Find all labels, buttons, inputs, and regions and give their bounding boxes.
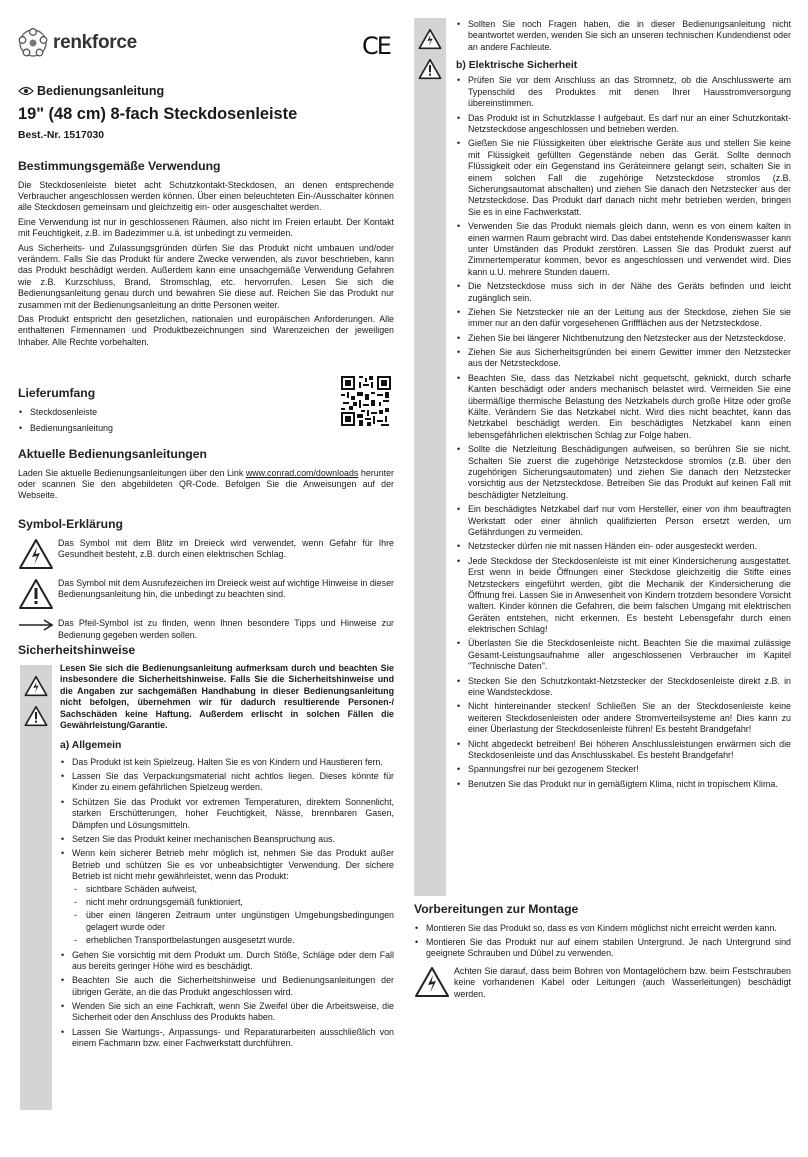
intended-use-paragraph: Eine Verwendung ist nur in geschlossenen Räumen, also nicht im Freien erlaubt. Der Kontakt mit Feuchtigkeit, z.B. im Badezimmer u.ä. ist unbedingt zu vermeiden. [18,216,394,239]
lightning-warning-icon [24,675,48,697]
list-item: • Netzstecker dürfen nie mit nassen Händen ein- oder ausgesteckt werden. [456,541,791,552]
list-item: • Montieren Sie das Produkt so, dass es von Kindern möglichst nicht erreicht werden kann. [414,923,791,934]
electrical-body [456,19,791,793]
list-item: - sichtbare Schäden aufweist, [72,884,394,895]
safety-section [18,643,394,664]
list-item: • Spannungsfrei nur bei gezogenem Stecker! [456,764,791,775]
manual-label: Bedienungsanleitung [37,84,165,98]
renkforce-logo-icon [18,28,48,58]
list-item: • Setzen Sie das Produkt keiner mechanischen Beanspruchung aus. [60,834,394,845]
assembly-heading: Vorbereitungen zur Montage [414,902,579,916]
safety-intro: Lesen Sie sich die Bedienungsanleitung aufmerksam durch und beachten Sie insbesondere die Sicherheitshinweise. Falls Sie die Sicherheitshinweise und die Angaben zur sachgemäßen Handhabung in dieser Bedienungsanleitung nicht befolgen, übernehmen wir für dadurch resultierende Personen-/ Sachschäden keine Haftung. Außerdem erlischt in solchen Fällen die Gewährleistung/Garantie. [60,663,394,730]
list-item: • Wenn kein sicherer Betrieb mehr möglich ist, nehmen Sie das Produkt außer Betrieb und schützen Sie es vor unbeabsichtigter Verwendung. Der sichere Betrieb ist nicht mehr gewährleistet, wenn das Produkt: - sichtbare Schäden aufweist, - nicht mehr ordnungsgemäß funktioniert, - über einen längeren Zeitraum unter ungünstigen Umgebungsbedingungen gelagert wurde oder - erheblichen Transportbelastungen ausgesetzt wurde. [60,848,394,946]
condition-list [72,884,394,947]
list-item: • Überlasten Sie die Steckdosenleiste nicht. Beachten Sie die maximal zulässige Gesamt-Leistungsaufnahme aller angeschlossenen Verbraucher im Kapitel "Technische Daten". [456,638,791,672]
warning-sidebar [20,665,52,1110]
current-manuals-section: Aktuelle Bedienungsanleitungen Laden Sie aktuelle Bedienungsanleitungen über den Link www.conrad.com/downloads herunter oder scannen Sie den abgebildeten QR-Code. Befolgen Sie die Anweisungen auf der Webseite. [18,447,394,501]
assembly-warning-text: Achten Sie darauf, dass beim Bohren von Montagelöchern bzw. beim Festschrauben keine vorhandenen Kabel oder Leitungen (auch Wasserleitungen) beschädigt werden. [454,965,791,999]
symbol-row-exclamation [18,578,394,613]
list-item: • Sollten Sie noch Fragen haben, die in dieser Bedienungsanleitung nicht beantwortet werden, wenden Sie sich an unseren technischen Kundendienst oder an andere Fachleute. [456,19,791,53]
intended-use-heading: Bestimmungsgemäße Verwendung [18,159,221,173]
brand-name: renkforce [53,31,137,53]
lightning-warning-icon [18,538,54,570]
list-item: • Lassen Sie Wartungs-, Anpassungs- und Reparaturarbeiten ausschließlich von einem Fachmann bzw. einer Fachwerkstatt durchführen. [60,1027,394,1050]
list-item: • Beachten Sie auch die Sicherheitshinweise und Bedienungsanleitungen der übrigen Geräte, an die das Produkt angeschlossen wird. [60,975,394,998]
assembly-list [414,923,791,960]
list-item: • Nicht abgedeckt betreiben! Bei höheren Anschlussleistungen erwärmen sich die Steckdosenleiste und das Anschlusskabel. Es besteht Brandgefahr! [456,739,791,762]
list-item: • Schützen Sie das Produkt vor extremen Temperaturen, direktem Sonnenlicht, starken Erschütterungen, hoher Feuchtigkeit, Nässe, brennbaren Gasen, Dämpfen und Lösungsmitteln. [60,797,394,831]
list-item: • Nicht hintereinander stecken! Schließen Sie an der Steckdosenleiste keine weiteren Steckdosenleisten oder andere Stromverteilsysteme an! Dies kann zu einer Überlastung der Steckdosenleiste führen! Es besteht Brandgefahr! [456,701,791,735]
list-item: • Montieren Sie das Produkt nur auf einem stabilen Untergrund. Je nach Untergrund sind geeignete Schrauben und Dübel zu verwenden. [414,937,791,960]
exclamation-warning-icon [18,578,54,610]
scope-heading: Lieferumfang [18,386,96,400]
safety-body [60,663,394,1053]
list-item: • Ein beschädigtes Netzkabel darf nur vom Hersteller, einer von ihm beauftragten Werkstatt oder einer ähnlich qualifizierten Person ersetzt werden, um Gefährdungen zu vermeiden. [456,504,791,538]
list-item: • Jede Steckdose der Steckdosenleiste ist mit einer Kindersicherung ausgestattet. Erst wenn in beide Öffnungen einer Steckdose gleichzeitig die Stifte eines Netzsteckers eingeführt werden, gibt die Mechanik der Kindersicherung die Öffnung frei. Lassen Sie in Anwesenheit von Kindern trotzdem besondere Vorsicht walten. Kinder können die Gefahren, die beim falschen Umgang mit elektrischen Geräten entstehen, nicht erkennen. Es besteht Lebensgefahr durch einen elektrischen Schlag! [456,556,791,636]
page-title: 19" (48 cm) 8-fach Steckdosenleiste [18,105,298,123]
order-number: Best.-Nr. 1517030 [18,130,105,141]
list-item: • Ziehen Sie aus Sicherheitsgründen bei einem Gewitter immer den Netzstecker aus der Netzsteckdose. [456,347,791,370]
list-item: • Sollte die Netzleitung Beschädigungen aufweisen, so berühren Sie sie nicht. Schalten Sie zuerst die zugehörige Netzsteckdose stromlos (z.B. über den zugehörigen Sicherungsautomaten) und ziehen Sie danach den Netzstecker vorsichtig aus der Netzsteckdose. Betreiben Sie das Produkt auf keinen Fall mit beschädigter Netzleitung. [456,444,791,501]
list-item: - über einen längeren Zeitraum unter ungünstigen Umgebungsbedingungen gelagert wurde oder [72,910,394,933]
exclamation-warning-icon [24,705,48,727]
downloads-link[interactable]: www.conrad.com/downloads [245,467,359,478]
symbol-arrow-text: Das Pfeil-Symbol ist zu finden, wenn Ihnen besondere Tipps und Hinweise zur Bedienung gegeben werden sollen. [58,618,394,640]
list-item: • Ziehen Sie bei längerer Nichtbenutzung den Netzstecker aus der Netzsteckdose. [456,333,791,344]
ce-mark: CE [362,32,390,60]
intended-use-section [18,159,394,351]
warning-sidebar [414,18,446,896]
scope-list [18,407,394,435]
brand-logo [18,28,137,58]
symbols-section [18,517,394,646]
list-item: • Prüfen Sie vor dem Anschluss an das Stromnetz, ob die Anschlusswerte am Typenschild des Produktes mit denen Ihrer Hausstromversorgung übereinstimmen. [456,75,791,109]
list-item: • Die Netzsteckdose muss sich in der Nähe des Geräts befinden und leicht zugänglich sein. [456,281,791,304]
list-item: • Das Produkt ist kein Spielzeug. Halten Sie es von Kindern und Haustieren fern. [60,757,394,768]
symbol-lightning-text: Das Symbol mit dem Blitz im Dreieck wird verwendet, wenn Gefahr für Ihre Gesundheit besteht, z.B. durch einen elektrischen Schlag. [58,537,394,559]
list-item: • Verwenden Sie das Produkt niemals gleich dann, wenn es von einem kalten in einen warmen Raum gebracht wird. Das dabei entstehende Kondenswasser kann unter Umständen das Produkt zerstören. Lassen Sie das Produkt zuerst auf Zimmertemperatur kommen, bevor es angeschlossen und verwendet wird. Dies kann u.U. mehrere Stunden dauern. [456,221,791,278]
intended-use-paragraph: Das Produkt entspricht den gesetzlichen, nationalen und europäischen Anforderungen. Alle enthaltenen Firmennamen und Produktbezeichnungen sind Warenzeichen der jeweiligen Inhaber. Alle Rechte vorbehalten. [18,313,394,347]
safety-heading: Sicherheitshinweise [18,643,136,657]
list-item: - nicht mehr ordnungsgemäß funktioniert, [72,897,394,908]
symbol-exclamation-text: Das Symbol mit dem Ausrufezeichen im Dreieck weist auf wichtige Hinweise in dieser Bedienungsanleitung hin, die unbedingt zu beachten sind. [58,578,394,600]
list-item: • Gießen Sie nie Flüssigkeiten über elektrische Geräte aus und stellen Sie keine mit Flüssigkeit gefüllten Gegenstände neben das Gerät. Sollte dennoch Flüssigkeit oder ein Gegenstand ins Geräteinnere gelangt sein, schalten Sie in einem solchen Fall die zugehörige Netzsteckdose stromlos (z.B. Sicherungsautomat abschalten) und ziehen Sie danach den Netzstecker aus der Netzsteckdose. Das Produkt darf danach nicht mehr betrieben werden, bringen Sie es in eine Fachwerkstatt. [456,138,791,218]
symbols-heading: Symbol-Erklärung [18,517,123,531]
eye-icon [18,86,34,96]
list-item: • Lassen Sie das Verpackungsmaterial nicht achtlos liegen. Dieses könnte für Kinder zu einem gefährlichen Spielzeug werden. [60,771,394,794]
general-heading: a) Allgemein [60,740,122,752]
symbol-row-arrow [18,618,394,641]
symbol-row-lightning [18,538,394,573]
list-item: • Steckdosenleiste [18,407,394,418]
qr-code[interactable] [341,376,391,426]
intended-use-paragraph: Aus Sicherheits- und Zulassungsgründen dürfen Sie das Produkt nicht umbauen und/oder verändern. Falls Sie das Produkt für andere Zwecke verwenden, als zuvor beschrieben, kann das Produkt beschädigt werden. Außerdem kann eine unsachgemäße Verwendung Gefahren wie z.B. Kurzschluss, Brand, Stromschlag, etc. hervorrufen. Lesen Sie sich die Bedienungsanleitung genau durch und bewahren Sie diese auf. Reichen Sie das Produkt nur zusammen mit der Bedienungsanleitung an dritte Personen weiter. [18,242,394,310]
list-item: • Gehen Sie vorsichtig mit dem Produkt um. Durch Stöße, Schläge oder dem Fall aus bereits geringer Höhe wird es beschädigt. [60,950,394,973]
exclamation-warning-icon [418,58,442,80]
assembly-warning [414,966,791,1001]
intended-use-paragraph: Die Steckdosenleiste bietet acht Schutzkontakt-Steckdosen, an denen entsprechende Verbraucher angeschlossen werden können. Über einen beleuchteten Ein-/Ausschalter können alle Steckdosen gemeinsam und gleichzeitig ein- oder ausgeschaltet werden. [18,179,394,213]
lightning-warning-icon [414,966,450,998]
current-manuals-heading: Aktuelle Bedienungsanleitungen [18,447,207,461]
list-item: - erheblichen Transportbelastungen ausgesetzt wurde. [72,935,394,946]
title-block [18,83,394,142]
list-item: • Beachten Sie, dass das Netzkabel nicht gequetscht, geknickt, durch scharfe Kanten beschädigt oder anders mechanisch belastet wird. Vermeiden Sie eine übermäßige thermische Belastung des Netzkabels durch große Hitze oder große Kälte. Verändern Sie das Netzkabel nicht. Wird dies nicht beachtet, kann das Netzkabel beschädigt werden. Ein beschädigtes Netzkabel kann einen lebensgefährlichen elektrischen Schlag zur Folge haben. [456,373,791,441]
list-item: • Stecken Sie den Schutzkontakt-Netzstecker der Steckdosenleiste direkt z.B. in eine Wandsteckdose. [456,676,791,699]
assembly-section [414,902,791,1006]
general-list [60,757,394,1050]
list-item: • Das Produkt ist in Schutzklasse I aufgebaut. Es darf nur an einer Schutzkontakt-Netzsteckdose angeschlossen und betrieben werden. [456,113,791,136]
list-item: • Ziehen Sie Netzstecker nie an der Leitung aus der Steckdose, ziehen Sie sie immer nur an den dafür vorgesehenen Griffflächen aus der Netzsteckdose. [456,307,791,330]
list-item: • Wenden Sie sich an eine Fachkraft, wenn Sie Zweifel über die Arbeitsweise, die Sicherheit oder den Anschluss des Produkts haben. [60,1001,394,1024]
electrical-heading: b) Elektrische Sicherheit [456,60,578,72]
list-item: • Benutzen Sie das Produkt nur in gemäßigtem Klima, nicht in tropischem Klima. [456,779,791,790]
list-item: • Bedienungsanleitung [18,423,394,434]
electrical-list [456,75,791,790]
arrow-right-icon [18,618,54,632]
lightning-warning-icon [418,28,442,50]
scope-section [18,386,394,437]
